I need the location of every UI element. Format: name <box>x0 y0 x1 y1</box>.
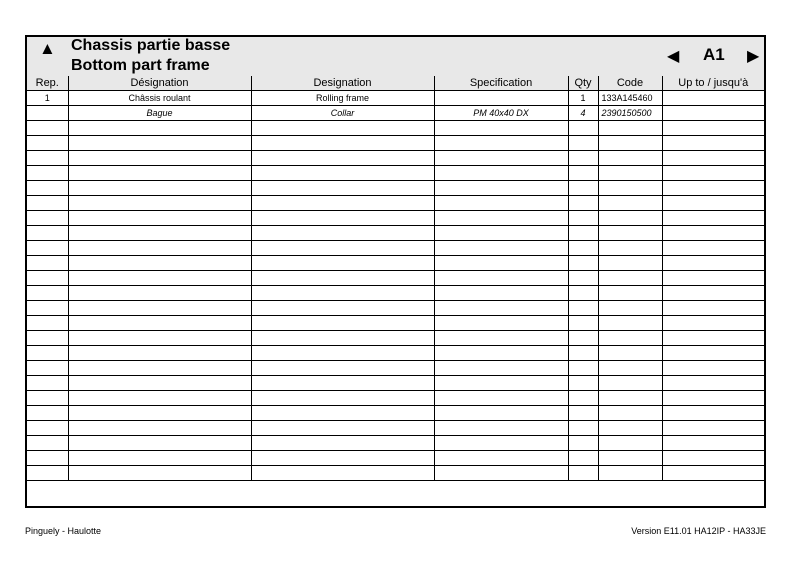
empty-cell <box>27 331 68 346</box>
empty-cell <box>662 391 764 406</box>
empty-cell <box>68 136 251 151</box>
empty-cell <box>568 271 598 286</box>
empty-cell <box>434 391 568 406</box>
empty-table-row <box>27 421 764 436</box>
empty-cell <box>568 241 598 256</box>
empty-cell <box>662 376 764 391</box>
empty-cell <box>68 271 251 286</box>
qty-cell: 4 <box>568 106 598 121</box>
empty-cell <box>434 136 568 151</box>
empty-cell <box>251 466 434 481</box>
empty-cell <box>27 286 68 301</box>
empty-cell <box>598 151 662 166</box>
empty-cell <box>251 391 434 406</box>
empty-cell <box>68 376 251 391</box>
col-rep-header: Rep. <box>27 76 68 91</box>
empty-cell <box>568 466 598 481</box>
empty-table-row <box>27 436 764 451</box>
empty-cell <box>598 166 662 181</box>
page-code: A1 <box>703 45 725 64</box>
rep-cell <box>27 106 68 121</box>
table-row <box>27 91 764 106</box>
empty-cell <box>27 136 68 151</box>
empty-cell <box>568 406 598 421</box>
empty-cell <box>27 181 68 196</box>
empty-cell <box>68 421 251 436</box>
empty-cell <box>568 346 598 361</box>
empty-cell <box>68 256 251 271</box>
empty-cell <box>68 121 251 136</box>
empty-cell <box>568 211 598 226</box>
empty-cell <box>27 406 68 421</box>
empty-cell <box>434 151 568 166</box>
empty-cell <box>251 256 434 271</box>
table-header-row <box>27 76 764 91</box>
empty-cell <box>568 421 598 436</box>
empty-cell <box>662 226 764 241</box>
empty-cell <box>568 226 598 241</box>
footer-version: Version E11.01 HA12IP - HA33JE <box>631 526 766 536</box>
empty-cell <box>251 121 434 136</box>
parts-table-body <box>27 91 764 481</box>
empty-cell <box>662 121 764 136</box>
empty-cell <box>662 196 764 211</box>
empty-table-row <box>27 256 764 271</box>
empty-cell <box>68 451 251 466</box>
empty-table-row <box>27 181 764 196</box>
empty-cell <box>568 301 598 316</box>
empty-cell <box>568 331 598 346</box>
empty-cell <box>434 406 568 421</box>
empty-cell <box>434 301 568 316</box>
empty-cell <box>434 346 568 361</box>
empty-table-row <box>27 121 764 136</box>
empty-cell <box>68 166 251 181</box>
empty-cell <box>598 136 662 151</box>
empty-cell <box>251 226 434 241</box>
empty-cell <box>598 286 662 301</box>
empty-cell <box>598 436 662 451</box>
empty-table-row <box>27 316 764 331</box>
empty-cell <box>27 196 68 211</box>
empty-cell <box>27 271 68 286</box>
empty-cell <box>568 361 598 376</box>
empty-cell <box>434 451 568 466</box>
parts-table <box>27 76 764 481</box>
table-row <box>27 106 764 121</box>
empty-cell <box>27 301 68 316</box>
empty-cell <box>434 181 568 196</box>
empty-cell <box>68 346 251 361</box>
empty-cell <box>27 211 68 226</box>
up-arrow-icon[interactable]: ▲ <box>39 39 56 58</box>
empty-table-row <box>27 211 764 226</box>
empty-cell <box>434 271 568 286</box>
empty-cell <box>251 151 434 166</box>
empty-cell <box>568 451 598 466</box>
empty-cell <box>598 316 662 331</box>
col-upto-header: Up to / jusqu'à <box>662 76 764 91</box>
empty-table-row <box>27 136 764 151</box>
empty-cell <box>662 421 764 436</box>
empty-table-row <box>27 331 764 346</box>
empty-cell <box>434 421 568 436</box>
empty-table-row <box>27 451 764 466</box>
empty-cell <box>662 181 764 196</box>
empty-cell <box>251 331 434 346</box>
sheet-header <box>27 37 764 77</box>
designation-fr-cell: Châssis roulant <box>68 91 251 106</box>
empty-cell <box>27 241 68 256</box>
empty-cell <box>27 451 68 466</box>
empty-cell <box>251 181 434 196</box>
empty-cell <box>662 166 764 181</box>
empty-cell <box>598 361 662 376</box>
empty-table-row <box>27 376 764 391</box>
empty-cell <box>568 136 598 151</box>
upto-cell <box>662 91 764 106</box>
designation-en-cell: Collar <box>251 106 434 121</box>
empty-cell <box>68 361 251 376</box>
empty-cell <box>251 451 434 466</box>
empty-cell <box>662 331 764 346</box>
empty-cell <box>27 346 68 361</box>
empty-cell <box>251 301 434 316</box>
empty-cell <box>568 121 598 136</box>
empty-cell <box>251 196 434 211</box>
empty-cell <box>568 436 598 451</box>
empty-cell <box>598 301 662 316</box>
empty-cell <box>251 166 434 181</box>
empty-cell <box>27 376 68 391</box>
empty-cell <box>27 361 68 376</box>
empty-cell <box>598 121 662 136</box>
empty-cell <box>27 166 68 181</box>
empty-cell <box>662 286 764 301</box>
empty-cell <box>68 406 251 421</box>
empty-cell <box>598 346 662 361</box>
empty-table-row <box>27 286 764 301</box>
empty-cell <box>434 241 568 256</box>
empty-table-row <box>27 466 764 481</box>
empty-cell <box>598 211 662 226</box>
empty-cell <box>434 361 568 376</box>
empty-cell <box>27 421 68 436</box>
empty-cell <box>27 391 68 406</box>
empty-cell <box>568 286 598 301</box>
empty-table-row <box>27 361 764 376</box>
empty-cell <box>434 256 568 271</box>
empty-cell <box>27 466 68 481</box>
empty-cell <box>434 436 568 451</box>
specification-cell: PM 40x40 DX <box>434 106 568 121</box>
empty-cell <box>662 136 764 151</box>
empty-cell <box>68 211 251 226</box>
empty-cell <box>598 466 662 481</box>
empty-cell <box>434 196 568 211</box>
title-french: Chassis partie basse <box>71 37 231 54</box>
empty-cell <box>434 226 568 241</box>
empty-table-row <box>27 226 764 241</box>
empty-table-row <box>27 151 764 166</box>
empty-cell <box>68 196 251 211</box>
empty-cell <box>662 406 764 421</box>
empty-cell <box>662 151 764 166</box>
empty-cell <box>598 241 662 256</box>
empty-cell <box>568 151 598 166</box>
empty-table-row <box>27 406 764 421</box>
empty-cell <box>434 286 568 301</box>
empty-cell <box>68 466 251 481</box>
empty-cell <box>68 436 251 451</box>
empty-cell <box>68 331 251 346</box>
empty-cell <box>598 256 662 271</box>
code-cell: 2390150500 <box>598 106 662 121</box>
empty-cell <box>251 271 434 286</box>
empty-cell <box>662 211 764 226</box>
empty-cell <box>662 316 764 331</box>
next-page-icon[interactable]: ▶ <box>747 48 760 65</box>
empty-cell <box>568 391 598 406</box>
title-english: Bottom part frame <box>71 57 210 74</box>
empty-cell <box>662 241 764 256</box>
empty-cell <box>251 136 434 151</box>
empty-table-row <box>27 301 764 316</box>
empty-cell <box>568 256 598 271</box>
empty-table-row <box>27 166 764 181</box>
empty-cell <box>434 316 568 331</box>
empty-cell <box>27 121 68 136</box>
empty-cell <box>251 316 434 331</box>
empty-cell <box>568 196 598 211</box>
empty-cell <box>251 241 434 256</box>
previous-page-icon[interactable]: ◀ <box>667 48 680 65</box>
empty-cell <box>434 166 568 181</box>
parts-sheet <box>25 35 766 508</box>
empty-cell <box>598 391 662 406</box>
empty-table-row <box>27 241 764 256</box>
empty-cell <box>434 331 568 346</box>
empty-cell <box>27 226 68 241</box>
footer-company: Pinguely - Haulotte <box>25 526 102 536</box>
specification-cell <box>434 91 568 106</box>
empty-cell <box>251 361 434 376</box>
empty-cell <box>662 466 764 481</box>
empty-cell <box>568 181 598 196</box>
empty-cell <box>27 316 68 331</box>
empty-cell <box>68 391 251 406</box>
empty-cell <box>251 286 434 301</box>
empty-cell <box>598 196 662 211</box>
empty-cell <box>27 151 68 166</box>
empty-cell <box>68 181 251 196</box>
code-cell: 133A145460 <box>598 91 662 106</box>
col-qty-header: Qty <box>568 76 598 91</box>
col-code-header: Code <box>598 76 662 91</box>
empty-cell <box>598 181 662 196</box>
empty-cell <box>662 271 764 286</box>
col-designation-en-header: Designation <box>251 76 434 91</box>
col-designation-fr-header: Désignation <box>68 76 251 91</box>
empty-cell <box>251 421 434 436</box>
empty-cell <box>598 421 662 436</box>
empty-table-row <box>27 346 764 361</box>
empty-cell <box>662 361 764 376</box>
empty-cell <box>598 376 662 391</box>
empty-cell <box>434 376 568 391</box>
upto-cell <box>662 106 764 121</box>
empty-cell <box>68 301 251 316</box>
empty-cell <box>662 451 764 466</box>
empty-cell <box>251 436 434 451</box>
empty-table-row <box>27 196 764 211</box>
empty-cell <box>434 211 568 226</box>
empty-cell <box>27 256 68 271</box>
designation-en-cell: Rolling frame <box>251 91 434 106</box>
empty-cell <box>662 346 764 361</box>
empty-cell <box>251 376 434 391</box>
empty-cell <box>68 241 251 256</box>
empty-cell <box>662 256 764 271</box>
empty-cell <box>598 331 662 346</box>
empty-cell <box>568 376 598 391</box>
empty-cell <box>251 406 434 421</box>
empty-cell <box>598 271 662 286</box>
empty-cell <box>68 316 251 331</box>
empty-cell <box>434 466 568 481</box>
empty-cell <box>68 226 251 241</box>
empty-cell <box>68 286 251 301</box>
empty-cell <box>68 151 251 166</box>
empty-table-row <box>27 271 764 286</box>
empty-cell <box>662 301 764 316</box>
qty-cell: 1 <box>568 91 598 106</box>
designation-fr-cell: Bague <box>68 106 251 121</box>
empty-cell <box>598 226 662 241</box>
empty-cell <box>434 121 568 136</box>
empty-cell <box>598 451 662 466</box>
empty-cell <box>251 346 434 361</box>
empty-cell <box>568 166 598 181</box>
empty-cell <box>662 436 764 451</box>
empty-cell <box>568 316 598 331</box>
empty-cell <box>27 436 68 451</box>
rep-cell: 1 <box>27 91 68 106</box>
empty-table-row <box>27 391 764 406</box>
empty-cell <box>598 406 662 421</box>
col-specification-header: Specification <box>434 76 568 91</box>
empty-cell <box>251 211 434 226</box>
